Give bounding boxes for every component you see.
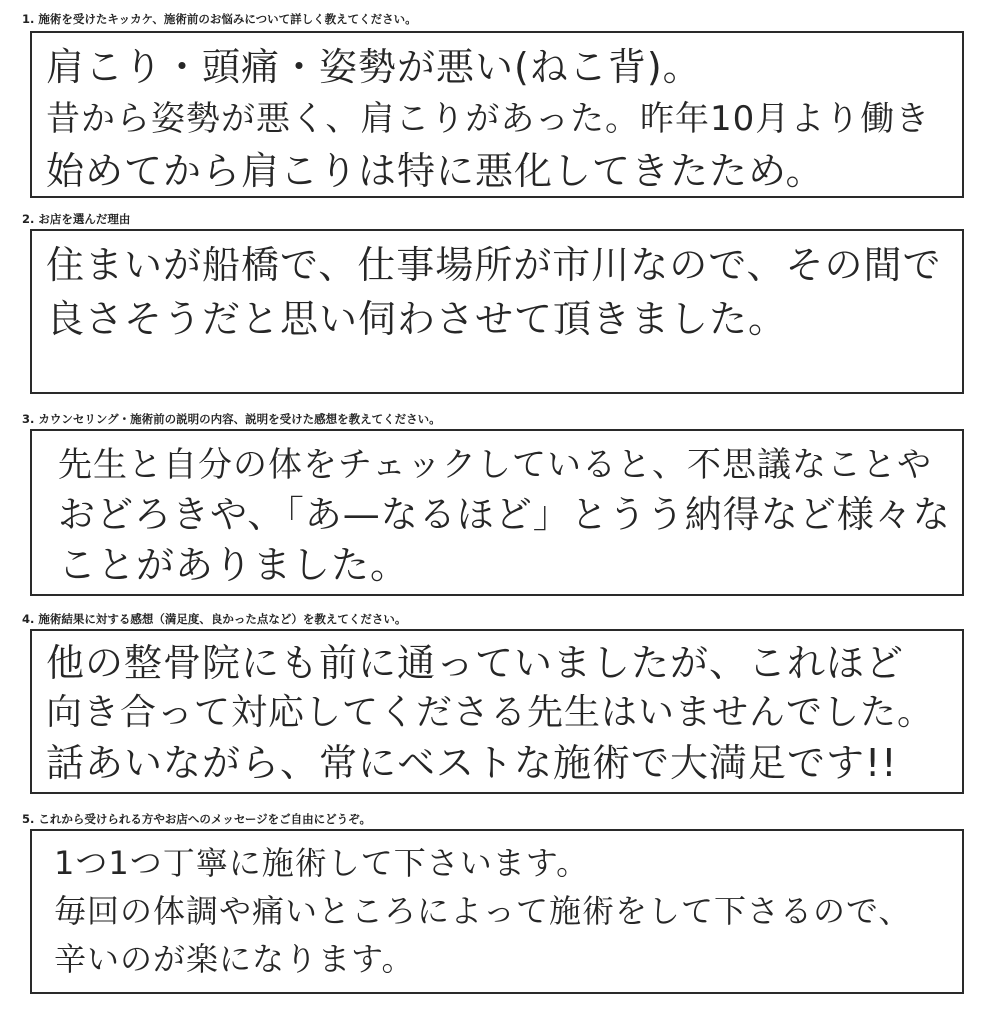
- question-2: 2. お店を選んだ理由: [22, 212, 131, 226]
- answer-5-line-2: 毎回の体調や痛いところによって施術をして下さるので、: [54, 892, 912, 930]
- answer-5-line-1: 1つ1つ丁寧に施術して下さいます。: [54, 844, 590, 882]
- answer-2-line-1: 住まいが船橋で、仕事場所が市川なので、その間で: [46, 243, 942, 287]
- answer-1-line-1: 肩こり・頭痛・姿勢が悪い(ねこ背)。: [46, 45, 702, 89]
- answer-4-line-2: 向き合って対応してくださる先生はいませんでした。: [46, 692, 935, 733]
- answer-box-5: [30, 829, 964, 994]
- answer-1-line-3: 始めてから肩こりは特に悪化してきたため。: [46, 149, 825, 193]
- question-3: 3. カウンセリング・施術前の説明の内容、説明を受けた感想を教えてください。: [22, 412, 441, 426]
- answer-3-line-2: おどろきや、「あ—なるほど」とうう納得など様々な: [58, 493, 951, 536]
- answer-box-1: [30, 31, 964, 198]
- answer-4-line-3: 話あいながら、常にベストな施術で大満足です!!: [46, 741, 898, 785]
- question-1: 1. 施術を受けたキッカケ、施術前のお悩みについて詳しく教えてください。: [22, 12, 417, 26]
- answer-2-line-2: 良さそうだと思い伺わさせて頂きました。: [46, 297, 788, 341]
- answer-3-line-1: 先生と自分の体をチェックしていると、不思議なことや: [58, 445, 932, 485]
- answer-box-4: [30, 629, 964, 794]
- question-5: 5. これから受けられる方やお店へのメッセージをご自由にどうぞ。: [22, 812, 371, 826]
- answer-3-line-3: ことがありました。: [58, 543, 410, 587]
- answer-box-3: [30, 429, 964, 596]
- question-4: 4. 施術結果に対する感想（満足度、良かった点など）を教えてください。: [22, 612, 407, 626]
- answer-box-2: [30, 229, 964, 394]
- answer-1-line-2: 昔から姿勢が悪く、肩こりがあった。昨年10月より働き: [46, 99, 931, 139]
- answer-5-line-3: 辛いのが楽になります。: [54, 940, 415, 978]
- answer-4-line-1: 他の整骨院にも前に通っていましたが、これほど: [46, 641, 905, 685]
